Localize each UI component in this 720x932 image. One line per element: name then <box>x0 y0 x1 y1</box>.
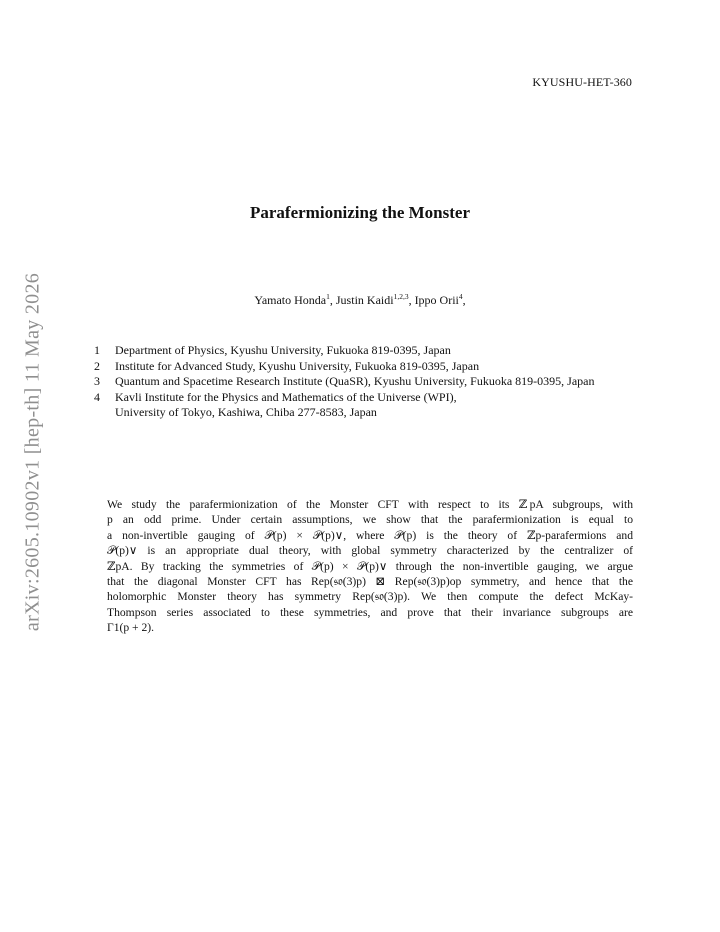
author-separator: , <box>408 293 415 307</box>
affiliation-number: 3 <box>94 374 100 388</box>
abstract-line: holomorphic Monster theory has symmetry Rep(𝔰𝔬(3)p). We then compute the defect McKay- <box>107 590 633 604</box>
paper-title: Parafermionizing the Monster <box>250 203 470 222</box>
report-number: KYUSHU-HET-360 <box>532 75 632 89</box>
affiliation-item <box>94 374 594 390</box>
affiliation-text: Institute for Advanced Study, Kyushu University, Fukuoka 819-0395, Japan <box>115 358 480 373</box>
affiliation-number: 1 <box>94 343 100 357</box>
affiliation-text-block <box>115 374 594 390</box>
abstract-line: 𝒫(p)∨ is an appropriate dual theory, with global symmetry characterized by the centralizer of <box>107 544 633 558</box>
affiliation-list <box>94 343 594 421</box>
author-affiliation-mark: 4 <box>458 292 463 301</box>
affiliation-item <box>94 359 594 375</box>
author-affiliation-mark: 1 <box>326 292 330 301</box>
author-name: Justin Kaidi <box>335 293 394 307</box>
abstract-line: Thompson series associated to these symmetries, and prove that their invariance subgroups are <box>107 605 633 619</box>
abstract-line: a non-invertible gauging of 𝒫(p) × 𝒫(p)∨, where 𝒫(p) is the theory of ℤp-parafermions and <box>107 528 633 542</box>
affiliation-number: 2 <box>94 358 100 373</box>
arxiv-identifier-stamp: arXiv:2605.10902v1 [hep-th] 11 May 2026 <box>21 272 44 632</box>
author-name: Yamato Honda <box>254 293 327 307</box>
affiliation-text: Department of Physics, Kyushu University, Fukuoka 819-0395, Japan <box>115 343 451 357</box>
author-list <box>0 293 720 308</box>
abstract <box>86 497 633 636</box>
affiliation-item <box>94 343 594 359</box>
author-separator: , <box>329 293 336 307</box>
affiliation-text-block <box>115 359 479 375</box>
author-name: Ippo Orii <box>414 293 459 307</box>
affiliation-text-block <box>115 343 451 359</box>
abstract-line: p an odd prime. Under certain assumptions, we show that the parafermionization is equal to <box>107 513 633 527</box>
affiliation-text: Kavli Institute for the Physics and Mathematics of the Universe (WPI), <box>115 389 457 404</box>
author-separator: , <box>462 293 466 307</box>
abstract-line: ℤpA. By tracking the symmetries of 𝒫(p) × 𝒫(p)∨ through the non-invertible gauging, we argue <box>107 559 633 573</box>
affiliation-number: 4 <box>94 389 100 404</box>
affiliation-item <box>94 390 594 421</box>
abstract-paragraph <box>86 497 633 636</box>
abstract-line: We study the parafermionization of the Monster CFT with respect to its ℤ pA subgroups, with <box>107 498 633 511</box>
abstract-line: that the diagonal Monster CFT has Rep(𝔰𝔬(3)p) ⊠ Rep(𝔰𝔬(3)p)op symmetry, and hence that the <box>107 575 633 589</box>
author-affiliation-mark: 1,2,3 <box>393 292 409 301</box>
affiliation-text-continued: University of Tokyo, Kashiwa, Chiba 277-8583, Japan <box>115 405 377 419</box>
affiliation-text: Quantum and Spacetime Research Institute (QuaSR), Kyushu University, Fukuoka 819-0395, Japan <box>115 374 595 388</box>
affiliation-text-block <box>115 390 457 421</box>
abstract-line: Γ1(p + 2). <box>107 621 155 635</box>
